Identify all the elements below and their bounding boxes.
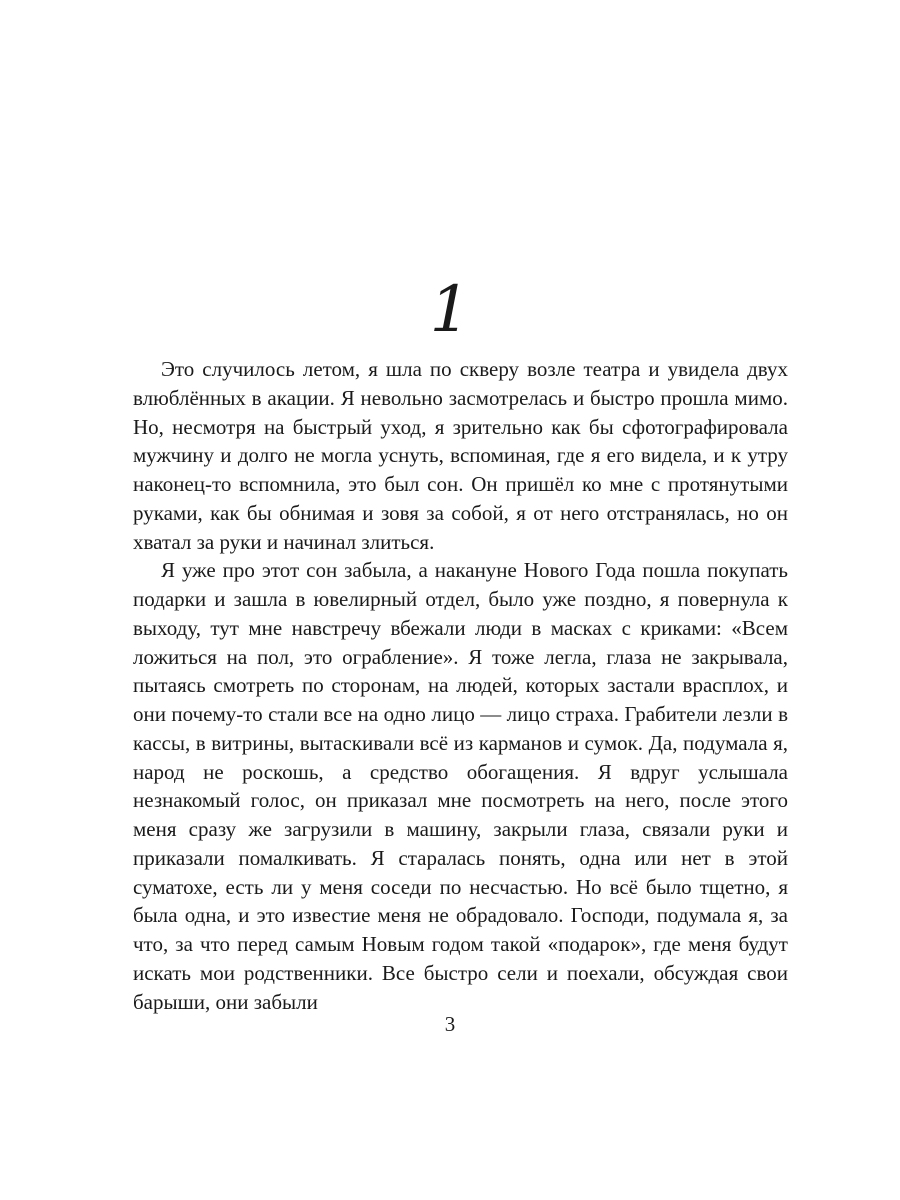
chapter-number: 1 <box>429 273 471 347</box>
chapter-body <box>133 355 788 1016</box>
paragraph-2: Я уже про этот сон забыла, а накануне Нового Года пошла покупать подарки и зашла в ювелирный отдел, было уже поздно, я повернула к выходу, тут мне навстречу вбежали люди в масках с криками: «Всем ложиться на пол, это ограбление». Я тоже легла, глаза не закрывала, пытаясь смотреть по сторонам, на людей, которых застали врасплох, и они почему-то стали все на одно лицо — лицо страха. Грабители лезли в кассы, в витрины, вытаскивали всё из карманов и сумок. Да, подумала я, народ не роскошь, а средство обогащения. Я вдруг услышала незнакомый голос, он приказал мне посмотреть на него, после этого меня сразу же загрузили в машину, закрыли глаза, связали руки и приказали помалкивать. Я старалась понять, одна или нет в этой суматохе, есть ли у меня соседи по несчастью. Но всё было тщетно, я была одна, и это известие меня не обрадовало. Господи, подумала я, за что, за что перед самым Новым годом такой «подарок», где меня будут искать мои родственники. Все быстро сели и поехали, обсуждая свои барыши, они забыли <box>133 558 788 1014</box>
paragraph-1: Это случилось летом, я шла по скверу возле театра и увидела двух влюблённых в акации. Я невольно засмотрелась и быстро прошла мимо. Но, несмотря на быстрый уход, я зрительно как бы сфотографировала мужчину и долго не могла уснуть, вспоминая, где я его видела, и к утру наконец-то вспомнила, это был сон. Он пришёл ко мне с протянутыми руками, как бы обнимая и зовя за собой, я от него отстранялась, но он хватал за руки и начинал злиться. <box>133 357 788 554</box>
page-number: 3 <box>444 1012 456 1036</box>
